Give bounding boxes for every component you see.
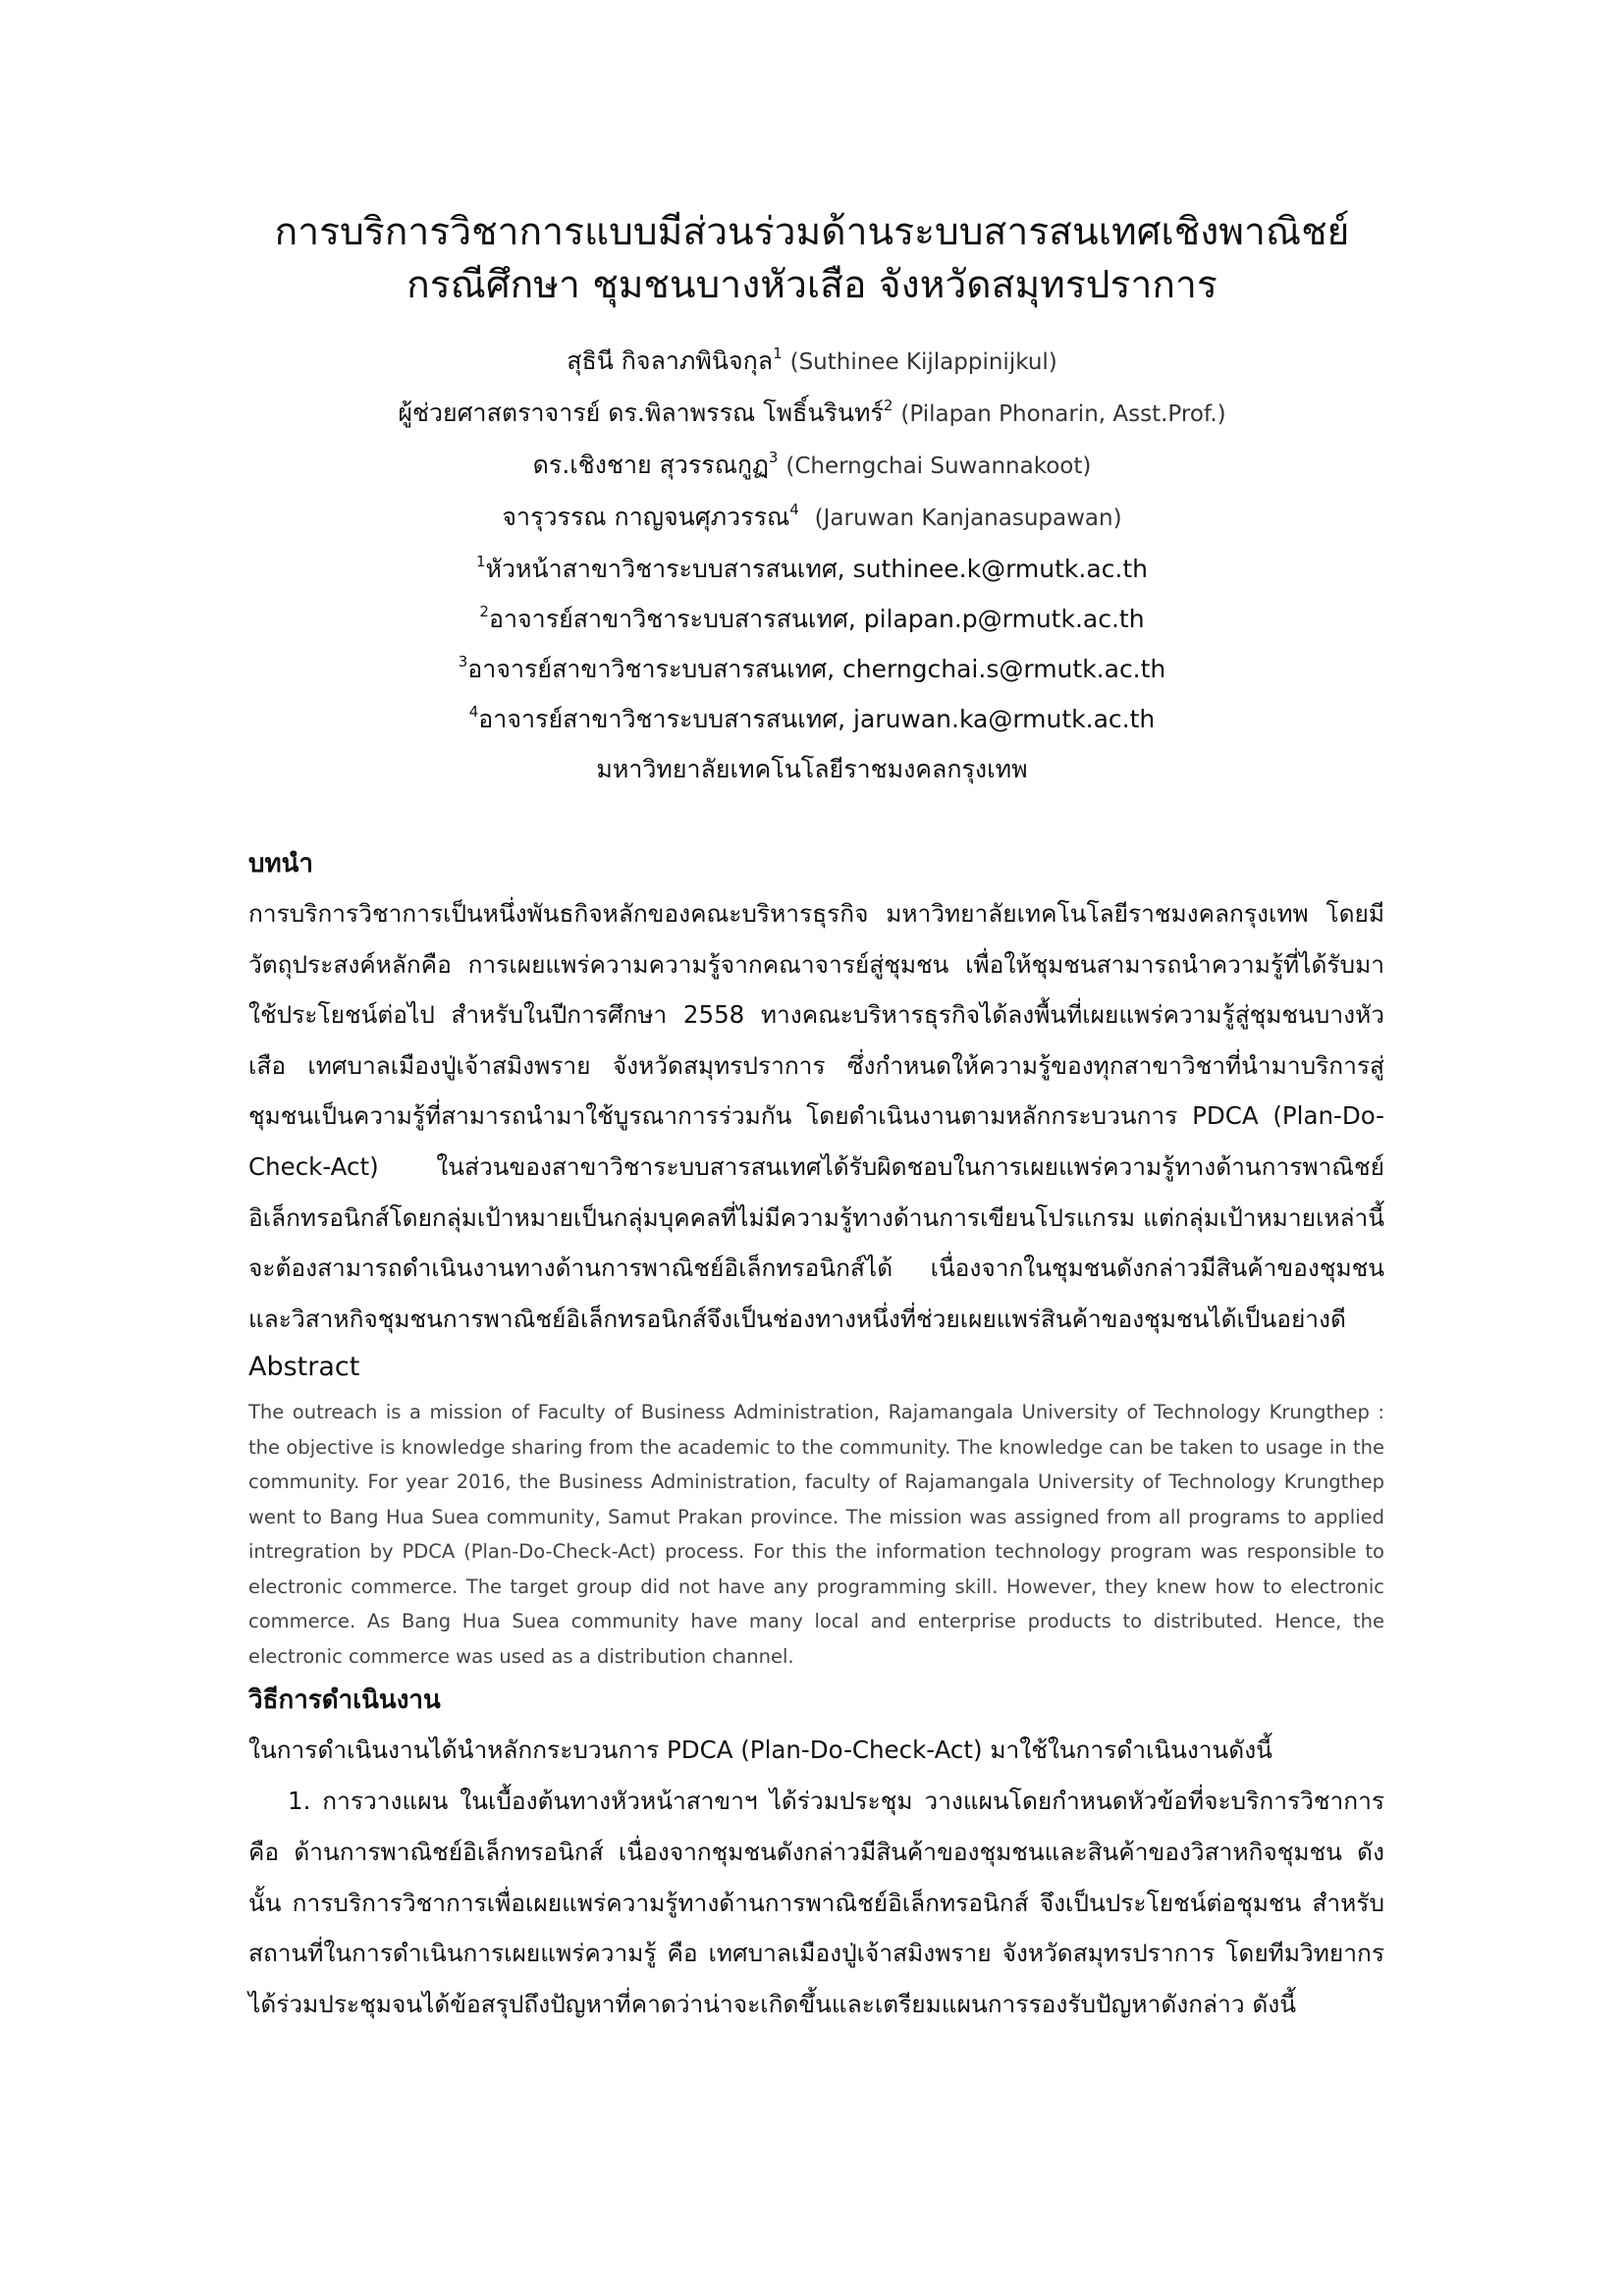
- title-line-2: กรณีศึกษา ชุมชนบางหัวเสือ จังหวัดสมุทรปราการ: [406, 263, 1218, 307]
- paper-body: [248, 839, 1384, 2029]
- affiliation-4: [0, 694, 1624, 744]
- affiliation-text: อาจารย์สาขาวิชาระบบสารสนเทศ, cherngchai.s@rmutk.ac.th: [467, 655, 1166, 683]
- paper-title: [0, 206, 1624, 312]
- author-4: [0, 492, 1624, 544]
- title-line-1: การบริการวิชาการแบบมีส่วนร่วมด้านระบบสารสนเทศเชิงพาณิชย์: [274, 210, 1350, 254]
- affiliation-3: [0, 644, 1624, 694]
- author-name-latin: (Pilapan Phonarin, Asst.Prof.): [900, 401, 1226, 427]
- author-3: [0, 440, 1624, 492]
- abstract-heading: Abstract: [248, 1352, 360, 1383]
- affiliation-1: [0, 544, 1624, 594]
- method-intro: ในการดำเนินงานได้นำหลักกระบวนการ PDCA (Plan-Do-Check-Act) มาใช้ในการดำเนินงานดังนี้: [248, 1735, 1272, 1765]
- author-sup: 3: [768, 449, 779, 466]
- author-list: [0, 336, 1624, 794]
- method-heading: วิธีการดำเนินงาน: [248, 1685, 441, 1716]
- affiliation-sup: 3: [458, 653, 468, 670]
- author-name-latin: (Suthinee Kijlappinijkul): [789, 349, 1057, 375]
- university-name: มหาวิทยาลัยเทคโนโลยีราชมงคลกรุงเทพ: [596, 755, 1028, 783]
- affiliation-sup: 4: [468, 703, 479, 721]
- author-sup: 2: [883, 397, 893, 414]
- author-1: [0, 336, 1624, 388]
- intro-heading: บทนำ: [248, 849, 314, 879]
- author-name-thai: ผู้ช่วยศาสตราจารย์ ดร.พิลาพรรณ โพธิ์นรินทร์: [398, 399, 884, 427]
- author-sup: 4: [789, 501, 799, 518]
- author-name-thai: ดร.เชิงชาย สุวรรณกูฏ: [532, 451, 769, 479]
- affiliation-text: อาจารย์สาขาวิชาระบบสารสนเทศ, pilapan.p@rmutk.ac.th: [488, 605, 1145, 633]
- author-name-thai: จารุวรรณ กาญจนศุภวรรณ: [502, 503, 790, 531]
- affiliation-sup: 1: [475, 553, 486, 570]
- intro-paragraph: การบริการวิชาการเป็นหนึ่งพันธกิจหลักของคณะบริหารธุรกิจ มหาวิทยาลัยเทคโนโลยีราชมงคลกรุงเทพ โดยมีวัตถุประสงค์หลักคือ การเผยแพร่ความความรู้จากคณาจารย์สู่ชุมชน เพื่อให้ชุมชนสามารถนำความรู้ที่ได้รับมาใช้ประโยชน์ต่อไป สำหรับในปีการศึกษา 2558 ทางคณะบริหารธุรกิจได้ลงพื้นที่เผยแพร่ความรู้สู่ชุมชนบางหัวเสือ เทศบาลเมืองปู่เจ้าสมิงพราย จังหวัดสมุทรปราการ ซึ่งกำหนดให้ความรู้ของทุกสาขาวิชาที่นำมาบริการสู่ชุมชนเป็นความรู้ที่สามารถนำมาใช้บูรณาการร่วมกัน โดยดำเนินงานตามหลักกระบวนการ PDCA (Plan-Do-Check-Act) ในส่วนของสาขาวิชาระบบสารสนเทศได้รับผิดชอบในการเผยแพร่ความรู้ทางด้านการพาณิชย์อิเล็กทรอนิกส์โดยกลุ่มเป้าหมายเป็นกลุ่มบุคคลที่ไม่มีความรู้ทางด้านการเขียนโปรแกรม แต่กลุ่มเป้าหมายเหล่านี้จะต้องสามารถดำเนินงานทางด้านการพาณิชย์อิเล็กทรอนิกส์ได้ เนื่องจากในชุมชนดังกล่าวมีสินค้าของชุมชนและวิสาหกิจชุมชนการพาณิชย์อิเล็กทรอนิกส์จึงเป็นช่องทางหนึ่งที่ช่วยเผยแพร่สินค้าของชุมชนได้เป็นอย่างดี: [248, 899, 1384, 1333]
- affiliation-text: หัวหน้าสาขาวิชาระบบสารสนเทศ, suthinee.k@rmutk.ac.th: [485, 555, 1148, 583]
- method-step-1: 1. การวางแผน ในเบื้องต้นทางหัวหน้าสาขาฯ ได้ร่วมประชุม วางแผนโดยกำหนดหัวข้อที่จะบริการวิชาการ คือ ด้านการพาณิชย์อิเล็กทรอนิกส์ เนื่องจากชุมชนดังกล่าวมีสินค้าของชุมชนและสินค้าของวิสาหกิจชุมชน ดังนั้น การบริการวิชาการเพื่อเผยแพร่ความรู้ทางด้านการพาณิชย์อิเล็กทรอนิกส์ จึงเป็นประโยชน์ต่อชุมชน สำหรับสถานที่ในการดำเนินการเผยแพร่ความรู้ คือ เทศบาลเมืองปู่เจ้าสมิงพราย จังหวัดสมุทรปราการ โดยทีมวิทยากรได้ร่วมประชุมจนได้ข้อสรุปถึงปัญหาที่คาดว่าน่าจะเกิดขึ้นและเตรียมแผนการรองรับปัญหาดังกล่าว ดังนี้: [248, 1787, 1384, 2018]
- affiliation-sup: 2: [479, 603, 489, 620]
- affiliation-text: อาจารย์สาขาวิชาระบบสารสนเทศ, jaruwan.ka@rmutk.ac.th: [478, 705, 1156, 733]
- author-sup: 1: [773, 345, 783, 362]
- author-name-thai: สุธินี กิจลาภพินิจกุล: [567, 347, 774, 375]
- author-name-latin: (Jaruwan Kanjanasupawan): [814, 506, 1122, 531]
- abstract-paragraph: The outreach is a mission of Faculty of Business Administration, Rajamangala University of Technology Krungthep : the objective is knowledge sharing from the academic to the community. The knowledge can be taken to usage in the community. For year 2016, the Business Administration, faculty of Rajamangala University of Technology Krungthep went to Bang Hua Suea community, Samut Prakan province. The mission was assigned from all programs to applied intregration by PDCA (Plan-Do-Check-Act) process. For this the information technology program was responsible to electronic commerce. The target group did not have any programming skill. However, they knew how to electronic commerce. As Bang Hua Suea community have many local and enterprise products to distributed. Hence, the electronic commerce was used as a distribution channel.: [248, 1401, 1384, 1668]
- affiliation-2: [0, 594, 1624, 644]
- author-2: [0, 388, 1624, 440]
- author-name-latin: (Cherngchai Suwannakoot): [785, 454, 1092, 479]
